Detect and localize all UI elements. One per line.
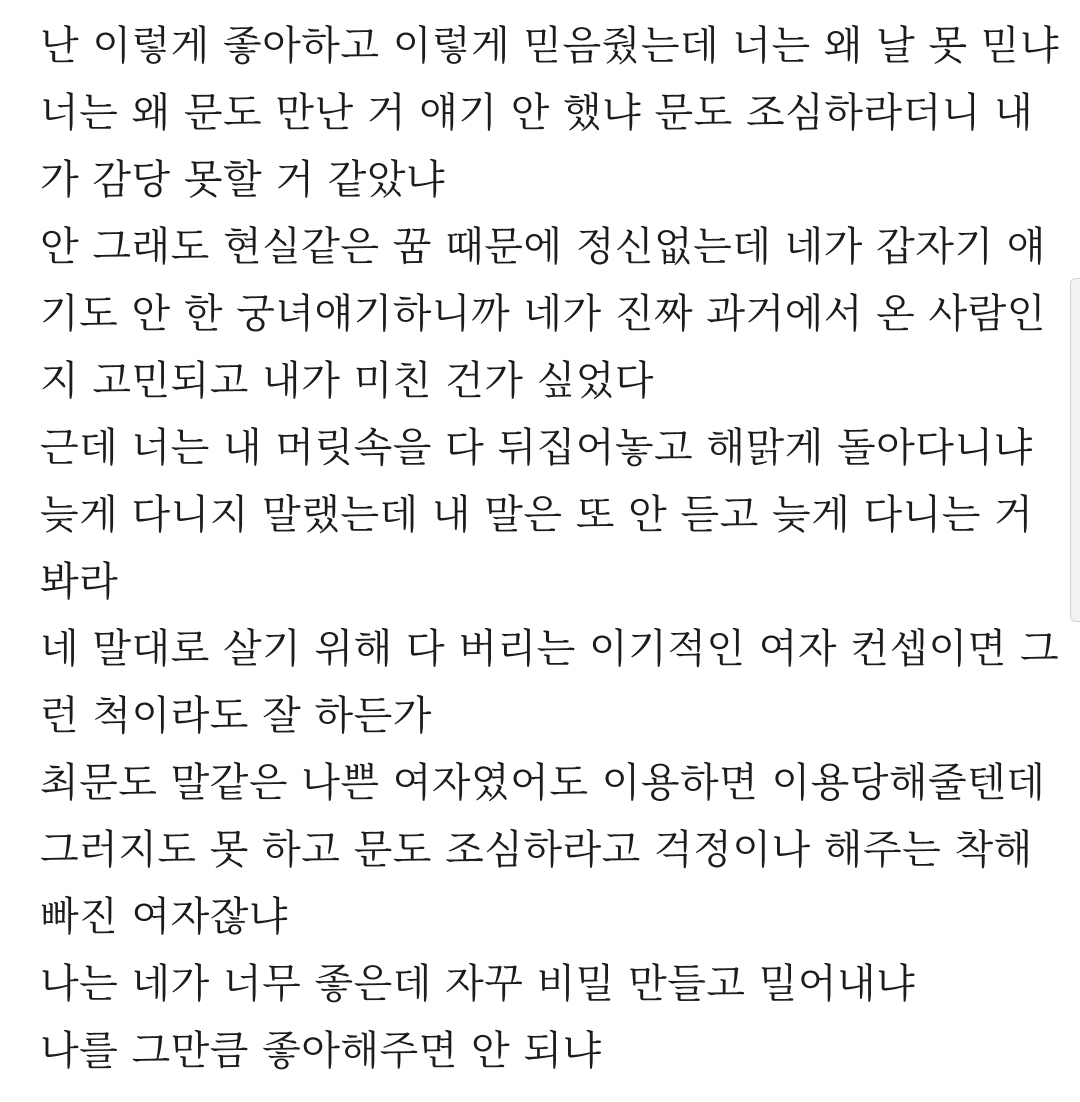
text-line: 최문도 말같은 나쁜 여자였어도 이용하면 이용당해줄텐데 — [40, 760, 1046, 806]
text-body — [40, 13, 1060, 1085]
text-line: 그러지도 못 하고 문도 조심하라고 걱정이나 해주는 착해 — [40, 827, 1033, 873]
text-line: 늦게 다니지 말랬는데 내 말은 또 안 듣고 늦게 다니는 거 — [40, 492, 1034, 538]
text-line: 너는 왜 문도 만난 거 얘기 안 했냐 문도 조심하라더니 내 — [40, 90, 1034, 136]
text-line: 네 말대로 살기 위해 다 버리는 이기적인 여자 컨셉이면 그 — [40, 626, 1060, 672]
text-line: 기도 안 한 궁녀얘기하니까 네가 진짜 과거에서 온 사람인 — [40, 291, 1046, 337]
text-line: 난 이렇게 좋아하고 이렇게 믿음줬는데 너는 왜 날 못 믿냐 — [40, 23, 1060, 69]
text-line: 나를 그만큼 좋아해주면 안 되냐 — [40, 1028, 602, 1074]
text-line: 빠진 여자잖냐 — [40, 894, 289, 940]
text-line: 봐라 — [40, 559, 119, 605]
text-line: 안 그래도 현실같은 꿈 때문에 정신없는데 네가 갑자기 얘 — [40, 224, 1046, 270]
text-line: 지 고민되고 내가 미친 건가 싶었다 — [40, 358, 655, 404]
text-line: 나는 네가 너무 좋은데 자꾸 비밀 만들고 밀어내냐 — [40, 961, 916, 1007]
text-line: 가 감당 못할 거 같았냐 — [40, 157, 446, 203]
text-line: 런 척이라도 잘 하든가 — [40, 693, 432, 739]
text-line: 근데 너는 내 머릿속을 다 뒤집어놓고 해맑게 돌아다니냐 — [40, 425, 1033, 471]
scrollbar-thumb[interactable] — [1070, 278, 1080, 622]
